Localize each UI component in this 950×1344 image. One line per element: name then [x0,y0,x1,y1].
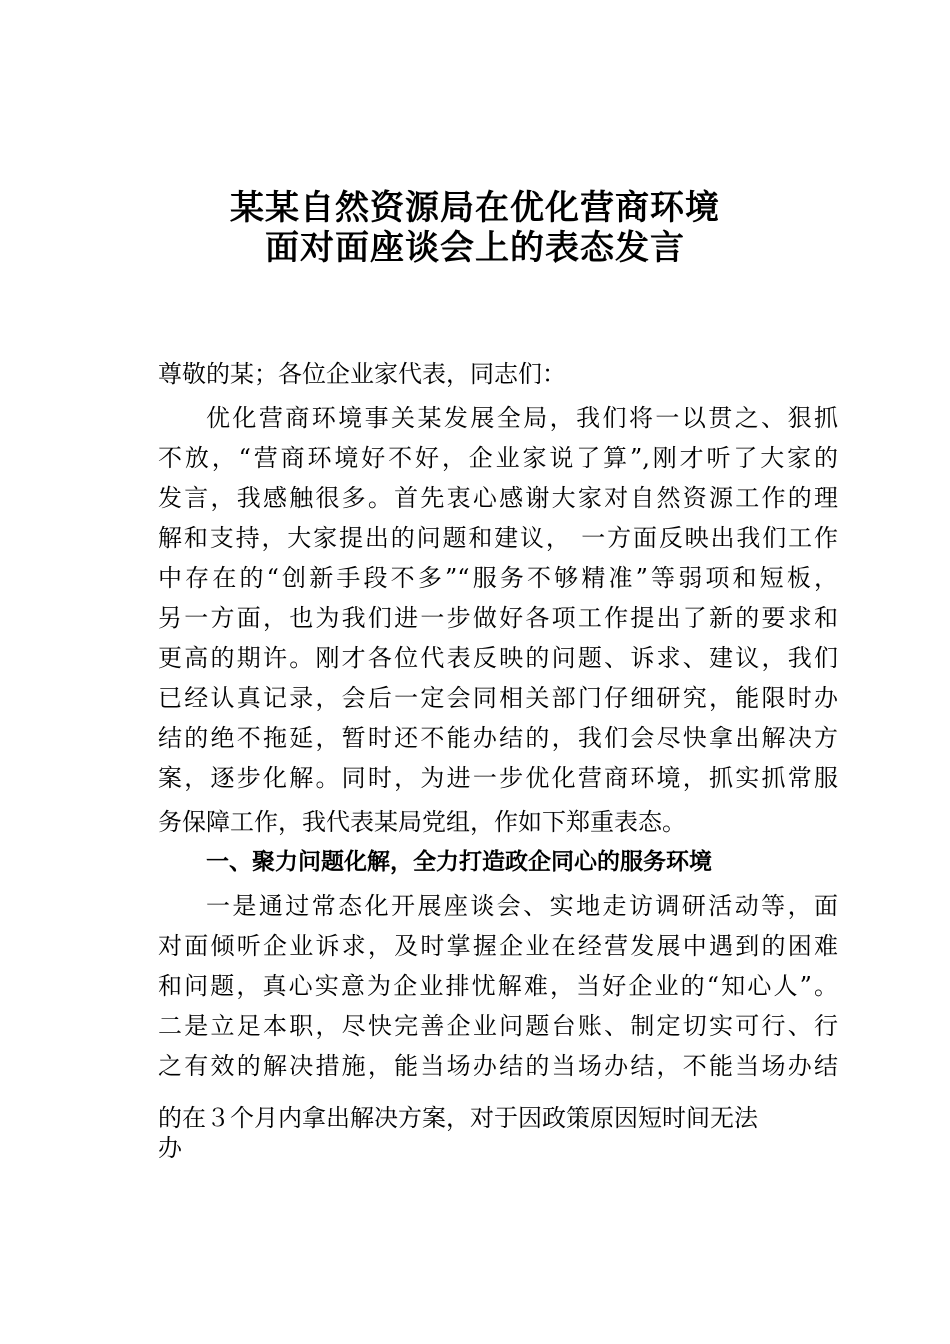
paragraph-2-line: 对面倾听企业诉求，及时掌握企业在经营发展中遇到的困难 [158,932,838,960]
paragraph-1-line: 更高的期许。刚才各位代表反映的问题、诉求、建议，我们 [158,644,838,672]
paragraph-1-line: 不放，“营商环境好不好，企业家说了算”,刚才听了大家的 [158,444,838,472]
paragraph-1-line: 中存在的“创新手段不多”“服务不够精准”等弱项和短板， [158,564,838,592]
document-title-line-2: 面对面座谈会上的表态发言 [265,228,685,268]
paragraph-2-line: 和问题，真心实意为企业排忧解难，当好企业的“知心人”。 [158,972,838,1000]
paragraph-2-line: 一是通过常态化开展座谈会、实地走访调研活动等，面 [206,892,838,920]
paragraph-1-line: 另一方面，也为我们进一步做好各项工作提出了新的要求和 [158,604,838,632]
paragraph-1-line: 结的绝不拖延，暂时还不能办结的，我们会尽快拿出解决方 [158,724,838,752]
paragraph-1-line: 优化营商环境事关某发展全局，我们将一以贯之、狠抓 [206,404,838,432]
paragraph-2-line: 二是立足本职，尽快完善企业问题台账、制定切实可行、行 [158,1012,838,1040]
paragraph-1-line: 已经认真记录，会后一定会同相关部门仔细研究，能限时办 [158,684,838,712]
paragraph-2-line: 之有效的解决措施，能当场办结的当场办结，不能当场办结 [158,1052,838,1080]
paragraph-2-line: 办 [158,1134,182,1162]
paragraph-2-line: 的在３个月内拿出解决方案，对于因政策原因短时间无法 [158,1104,758,1132]
paragraph-1-line: 案，逐步化解。同时，为进一步优化营商环境，抓实抓常服 [158,764,838,792]
paragraph-1-line: 发言，我感触很多。首先衷心感谢大家对自然资源工作的理 [158,484,838,512]
document-title-line-1: 某某自然资源局在优化营商环境 [230,188,720,228]
paragraph-1-line: 解和支持，大家提出的问题和建议， 一方面反映出我们工作 [158,524,838,552]
salutation: 尊敬的某；各位企业家代表，同志们： [158,360,566,388]
section-1-heading: 一、聚力问题化解，全力打造政企同心的服务环境 [206,849,712,875]
paragraph-1-line: 务保障工作，我代表某局党组，作如下郑重表态。 [158,808,686,836]
